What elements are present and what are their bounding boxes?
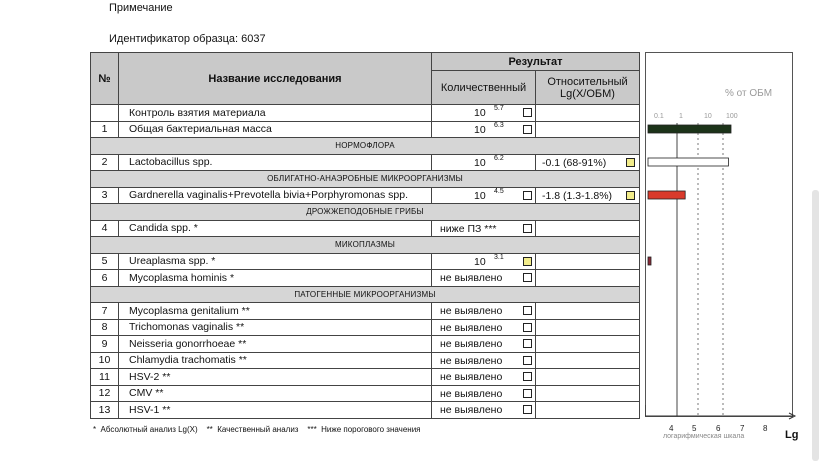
col-header-rel-line1: Относительный: [547, 75, 628, 88]
chart-title: % от ОБМ: [725, 88, 773, 99]
col-header-rel-line2: Lg(X/ОБМ): [560, 87, 615, 100]
chart-panel: [645, 52, 793, 417]
relative-cell: [536, 121, 640, 138]
quantitative-cell: [432, 303, 536, 320]
section-title: ПАТОГЕННЫЕ МИКРООРГАНИЗМЫ: [91, 286, 640, 303]
quantitative-base: 10: [474, 255, 486, 268]
quantitative-text: не выявлено: [440, 404, 503, 416]
relative-cell: [536, 303, 640, 320]
flag-empty-icon: [523, 339, 532, 348]
lg-tick-label: 5: [692, 424, 697, 433]
quantitative-base: 10: [474, 156, 486, 169]
relative-value: -0.1 (68-91%): [542, 156, 607, 169]
table-row: [91, 385, 640, 402]
quantitative-cell: [432, 270, 536, 287]
quantitative-text: не выявлено: [440, 321, 503, 334]
col-header-quant: Количественный: [432, 71, 536, 105]
axis-unit: Lg: [785, 429, 799, 441]
quantitative-base: 10: [474, 107, 486, 119]
table-row: [91, 352, 640, 369]
quantitative-exponent: 4.5: [494, 187, 504, 195]
relative-cell: [536, 187, 640, 204]
relative-cell: [536, 319, 640, 336]
section-title: ОБЛИГАТНО-АНАЭРОБНЫЕ МИКРООРГАНИЗМЫ: [91, 171, 640, 188]
section-row: [91, 171, 640, 188]
row-number: 1: [91, 121, 119, 138]
test-name: Mycoplasma genitalium **: [119, 303, 432, 320]
quantitative-cell: [432, 105, 536, 122]
row-number: 7: [91, 303, 119, 320]
quantitative-exponent: 3.1: [494, 253, 504, 261]
section-title: НОРМОФЛОРА: [91, 138, 640, 155]
flag-empty-icon: [523, 108, 532, 117]
table-row: [91, 270, 640, 287]
table-row: [91, 402, 640, 419]
percent-tick-label: 10: [704, 113, 712, 120]
row-number: 5: [91, 253, 119, 270]
table-row: [91, 319, 640, 336]
relative-cell: [536, 336, 640, 353]
flag-empty-icon: [523, 323, 532, 332]
test-name: Candida spp. *: [119, 220, 432, 237]
quantitative-exponent: 6.3: [494, 121, 504, 129]
row-number: 8: [91, 319, 119, 336]
test-name: Gardnerella vaginalis+Prevotella bivia+Porphyromonas spp.: [119, 187, 432, 204]
lg-tick-label: 7: [740, 424, 745, 433]
row-number: 10: [91, 352, 119, 369]
quantitative-exponent: 5.7: [494, 105, 504, 112]
scrollbar[interactable]: [812, 190, 819, 461]
flag-empty-icon: [523, 125, 532, 134]
row-number: 9: [91, 336, 119, 353]
relative-cell: [536, 270, 640, 287]
table-row: [91, 303, 640, 320]
quantitative-cell: [432, 253, 536, 270]
lg-tick-label: 4: [669, 424, 674, 433]
col-header-name: Название исследования: [119, 53, 432, 105]
row-number: 6: [91, 270, 119, 287]
flag-empty-icon: [523, 273, 532, 282]
test-name: Trichomonas vaginalis **: [119, 319, 432, 336]
test-name: HSV-2 **: [119, 369, 432, 386]
flag-yellow-icon: [523, 257, 532, 266]
row-number: 3: [91, 187, 119, 204]
flag-empty-icon: [523, 191, 532, 200]
quantitative-cell: [432, 369, 536, 386]
relative-cell: [536, 402, 640, 419]
quantitative-base: 10: [474, 189, 486, 202]
quantitative-cell: [432, 121, 536, 138]
test-name: Chlamydia trachomatis **: [119, 352, 432, 369]
footnote: * Абсолютный анализ Lg(X) ** Качественный анализ *** Ниже порогового значения: [93, 425, 421, 434]
row-number: 12: [91, 385, 119, 402]
bar-row-2: [648, 158, 728, 166]
results-table: [90, 52, 640, 419]
flag-empty-icon: [523, 306, 532, 315]
flag-yellow-icon: [626, 158, 635, 167]
relative-cell: [536, 105, 640, 122]
table-row: [91, 121, 640, 138]
relative-cell: [536, 369, 640, 386]
quantitative-cell: [432, 220, 536, 237]
bar-row-5: [648, 257, 651, 265]
quantitative-text: не выявлено: [440, 338, 503, 350]
quantitative-text: не выявлено: [440, 305, 503, 317]
sample-id: Идентификатор образца: 6037: [109, 33, 266, 45]
test-name: Neisseria gonorrhoeae **: [119, 336, 432, 353]
col-header-num: №: [91, 53, 119, 105]
table-row: [91, 105, 640, 122]
quantitative-cell: [432, 319, 536, 336]
lg-tick-label: 6: [716, 424, 721, 433]
test-name: Контроль взятия материала: [119, 105, 432, 122]
percent-tick-label: 100: [726, 113, 738, 120]
col-header-rel: [536, 71, 640, 105]
relative-cell: [536, 220, 640, 237]
section-title: МИКОПЛАЗМЫ: [91, 237, 640, 254]
row-number: 11: [91, 369, 119, 386]
flag-empty-icon: [523, 224, 532, 233]
row-number: 4: [91, 220, 119, 237]
quantitative-text: не выявлено: [440, 354, 503, 367]
quantitative-cell: [432, 187, 536, 204]
quantitative-text: не выявлено: [440, 272, 503, 284]
relative-cell: [536, 253, 640, 270]
test-name: Mycoplasma hominis *: [119, 270, 432, 287]
table-row: [91, 336, 640, 353]
section-row: [91, 204, 640, 221]
table-row: [91, 220, 640, 237]
relative-cell: [536, 352, 640, 369]
table-row: [91, 154, 640, 171]
table-row: [91, 369, 640, 386]
table-row: [91, 187, 640, 204]
relative-value: -1.8 (1.3-1.8%): [542, 189, 613, 202]
percent-tick-label: 1: [679, 113, 683, 120]
row-number: 2: [91, 154, 119, 171]
quantitative-exponent: 6.2: [494, 154, 504, 162]
axis-caption: логарифмическая шкала: [663, 433, 745, 440]
flag-yellow-icon: [626, 191, 635, 200]
test-name: CMV **: [119, 385, 432, 402]
flag-empty-icon: [523, 405, 532, 414]
test-name: Ureaplasma spp. *: [119, 253, 432, 270]
bar-row-3: [648, 191, 685, 199]
section-row: [91, 286, 640, 303]
note-label: Примечание: [109, 2, 173, 14]
lg-tick-label: 8: [763, 424, 768, 433]
relative-cell: [536, 385, 640, 402]
flag-empty-icon: [523, 389, 532, 398]
quantitative-cell: [432, 402, 536, 419]
quantitative-cell: [432, 385, 536, 402]
results-body: [91, 105, 640, 419]
quantitative-text: не выявлено: [440, 371, 503, 383]
quantitative-text: не выявлено: [440, 387, 503, 400]
test-name: HSV-1 **: [119, 402, 432, 419]
col-header-result: Результат: [432, 53, 640, 71]
row-number: [91, 105, 119, 122]
section-row: [91, 237, 640, 254]
section-row: [91, 138, 640, 155]
flag-empty-icon: [523, 356, 532, 365]
bar-row-1: [648, 125, 731, 133]
section-title: ДРОЖЖЕПОДОБНЫЕ ГРИБЫ: [91, 204, 640, 221]
quantitative-cell: [432, 154, 536, 171]
relative-cell: [536, 154, 640, 171]
test-name: Lactobacillus spp.: [119, 154, 432, 171]
quantitative-text: ниже ПЗ ***: [440, 222, 497, 235]
table-row: [91, 253, 640, 270]
percent-tick-label: 0.1: [654, 113, 664, 120]
quantitative-base: 10: [474, 123, 486, 136]
chart-svg: [646, 53, 792, 416]
test-name: Общая бактериальная масса: [119, 121, 432, 138]
row-number: 13: [91, 402, 119, 419]
quantitative-cell: [432, 336, 536, 353]
flag-empty-icon: [523, 372, 532, 381]
quantitative-cell: [432, 352, 536, 369]
